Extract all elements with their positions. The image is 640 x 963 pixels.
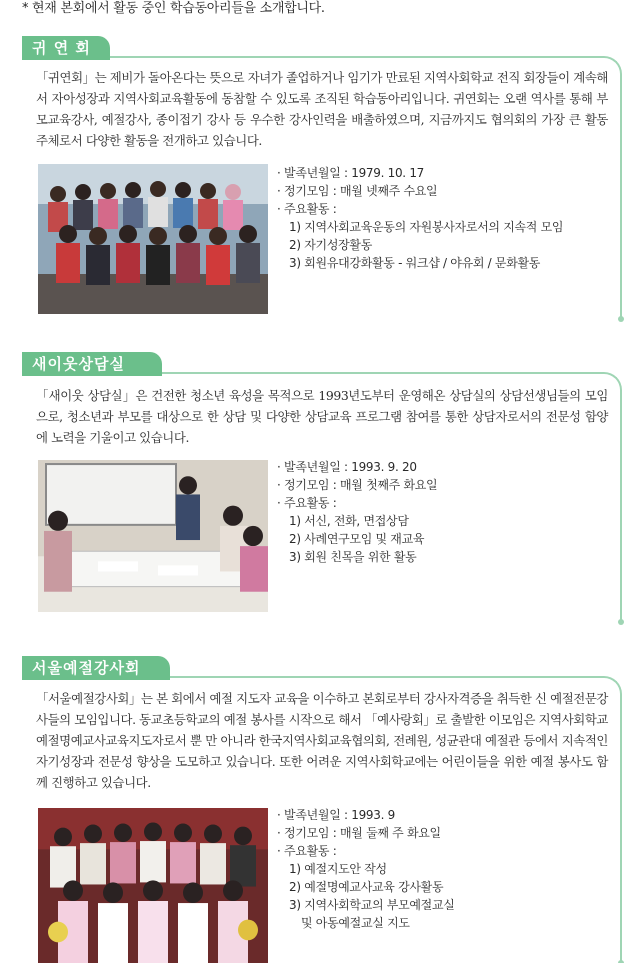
activity-item: 3) 지역사회학교의 부모예절교실 (289, 898, 455, 912)
club-info (277, 806, 455, 932)
club-section-saeiut (22, 352, 622, 622)
regular-meeting: · 정기모임 : 매월 둘째 주 화요일 (277, 826, 441, 840)
regular-meeting: · 정기모임 : 매월 첫째주 화요일 (277, 478, 438, 492)
group-photo (38, 164, 268, 314)
activities-label: · 주요활동 : (277, 496, 337, 510)
activity-item-continued: 및 아동예절교실 지도 (301, 916, 410, 930)
founded-date: · 발족년월일 : 1993. 9. 20 (277, 460, 417, 474)
section-title: 귀 연 회 (22, 36, 110, 60)
intro-text: * 현재 본회에서 활동 중인 학습동아리들을 소개합니다. (22, 1, 325, 16)
activity-item: 1) 서신, 전화, 면접상담 (289, 514, 409, 528)
activities-label: · 주요활동 : (277, 202, 337, 216)
club-section-gwiyeonhoe (22, 36, 622, 319)
section-description: 「새이웃 상담실」은 건전한 청소년 육성을 목적으로 1993년도부터 운영해온 상담실의 상담선생님들의 모임으로, 청소년과 부모를 대상으로 한 상담 및 다양한 상담교육 프로그램 참여를 통한 상담자로서의 전문성 함양에 노력을 기울이고 있습니다. (36, 388, 608, 445)
activity-item: 1) 지역사회교육운동의 자원봉사자로서의 지속적 모임 (289, 220, 564, 234)
section-title: 새이웃상담실 (22, 352, 162, 376)
activity-item: 3) 회원유대강화활동 - 워크샵 / 야유회 / 문화활동 (289, 256, 541, 270)
activity-item: 2) 예절명예교사교육 강사활동 (289, 880, 444, 894)
counseling-photo (38, 460, 268, 612)
club-info (277, 458, 437, 566)
club-section-seoul-etiquette (22, 656, 622, 963)
founded-date: · 발족년월일 : 1979. 10. 17 (277, 166, 424, 180)
section-title: 서울예절강사회 (22, 656, 170, 680)
section-description: 「귀연회」는 제비가 돌아온다는 뜻으로 자녀가 졸업하거나 임기가 만료된 지역사회학교 전직 회장들이 계속해서 자아성장과 지역사회교육활동에 동참할 수 있도록 조직된 학습동아리입니다. 귀연회는 오랜 역사를 통해 부모교육강사, 예절강사, 종이접기 강사 등 우수한 강사인력을 배출하였으며, 지금까지도 협의회의 가장 큰 활동주체로서 다양한 활동을 전개하고 있습니다. (36, 70, 608, 148)
section-description: 「서울예절강사회」는 본 회에서 예절 지도자 교육을 이수하고 본회로부터 강사자격증을 취득한 신 예절전문강사들의 모임입니다. 동교초등학교의 예절 봉사를 시작으로 해서 「예사랑회」로 출발한 이모임은 지역사회학교 예절명예교사교육지도자로서 뿐 만 아니라 한국지역사회교육협의회, 전례원, 성균관대 예절관 등에서 지속적인 자기성장과 전문성 향상을 도모하고 있습니다. 또한 어려운 지역사회학교에는 어린이들을 위한 예절 봉사도 함께 진행하고 있습니다. (36, 691, 608, 790)
founded-date: · 발족년월일 : 1993. 9 (277, 808, 395, 822)
activity-item: 3) 회원 친목을 위한 활동 (289, 550, 417, 564)
activity-item: 1) 예절지도안 작성 (289, 862, 387, 876)
activities-label: · 주요활동 : (277, 844, 337, 858)
activity-item: 2) 사례연구모임 및 재교육 (289, 532, 425, 546)
club-info (277, 164, 563, 272)
activity-item: 2) 자기성장활동 (289, 238, 372, 252)
etiquette-group-photo (38, 808, 268, 963)
regular-meeting: · 정기모임 : 매월 넷째주 수요일 (277, 184, 438, 198)
